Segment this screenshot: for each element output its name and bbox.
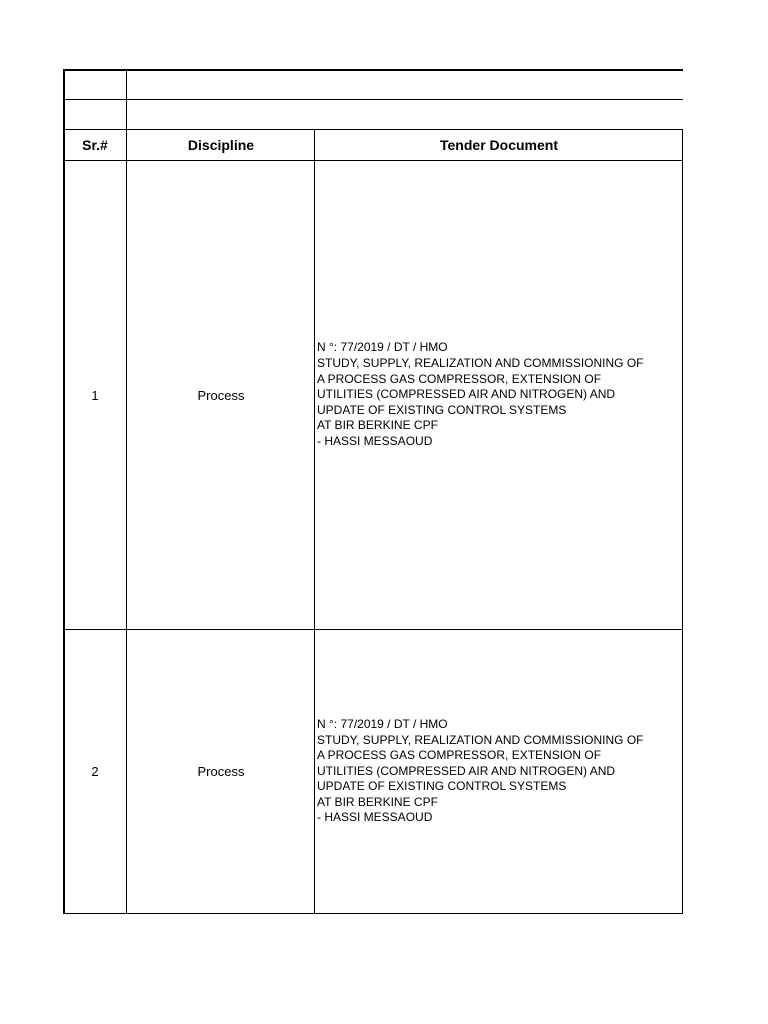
- tender-table: [63, 69, 683, 914]
- row-2-discipline: Process: [197, 764, 245, 779]
- row-1-tender-line: - HASSI MESSAOUD: [317, 433, 433, 448]
- row-1-tender-line: A PROCESS GAS COMPRESSOR, EXTENSION OF: [317, 371, 602, 386]
- row-1-tender-line: N °: 77/2019 / DT / HMO: [317, 340, 448, 355]
- row-divider-blank-1: [63, 99, 683, 100]
- header-discipline: Discipline: [187, 136, 255, 153]
- table-bottom-border: [63, 913, 683, 914]
- row-2-tender-line: A PROCESS GAS COMPRESSOR, EXTENSION OF: [317, 748, 602, 763]
- row-2-tender-line: AT BIR BERKINE CPF: [317, 794, 438, 809]
- row-1-sr: 1: [91, 387, 99, 403]
- row-1-tender-line: UTILITIES (COMPRESSED AIR AND NITROGEN) AND: [317, 387, 616, 402]
- row-1-tender-line: STUDY, SUPPLY, REALIZATION AND COMMISSIONING OF: [317, 356, 644, 371]
- row-2-tender-line: - HASSI MESSAOUD: [317, 810, 433, 825]
- table-top-border: [63, 69, 683, 71]
- row-1-tender-document: [315, 161, 683, 629]
- row-1-tender-line: AT BIR BERKINE CPF: [317, 418, 438, 433]
- row-1-discipline: Process: [197, 387, 245, 403]
- row-2-tender-line: STUDY, SUPPLY, REALIZATION AND COMMISSIONING OF: [317, 732, 644, 747]
- header-tender-document: Tender Document: [440, 136, 558, 153]
- row-1-tender-line: UPDATE OF EXISTING CONTROL SYSTEMS: [317, 402, 567, 417]
- row-2-tender-line: N °: 77/2019 / DT / HMO: [317, 716, 448, 731]
- header-sr: Sr.#: [82, 136, 108, 153]
- row-2-sr: 2: [91, 764, 99, 779]
- row-2-tender-line: UPDATE OF EXISTING CONTROL SYSTEMS: [317, 779, 567, 794]
- row-2-tender-document: [315, 630, 683, 913]
- row-2-tender-line: UTILITIES (COMPRESSED AIR AND NITROGEN) AND: [317, 763, 616, 778]
